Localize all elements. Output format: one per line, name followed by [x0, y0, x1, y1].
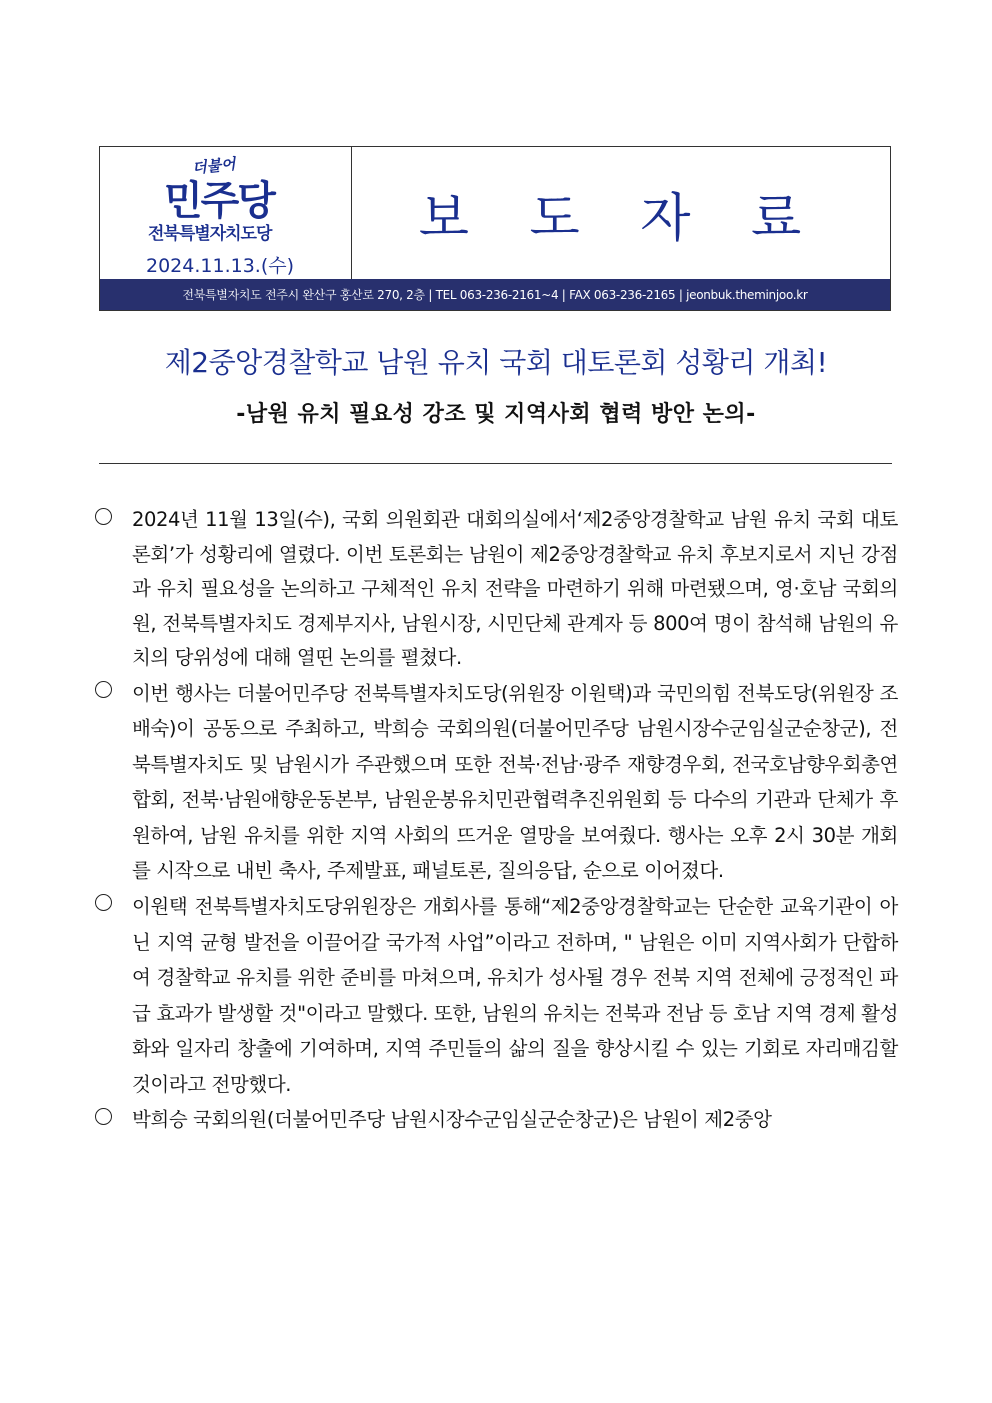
press-release-title: 보 도 자 료: [418, 188, 824, 249]
subheadline: -남원 유치 필요성 강조 및 지역사회 협력 방안 논의-: [236, 402, 756, 427]
release-date: 2024.11.13.(수): [146, 255, 295, 277]
paragraph-text: 이번 행사는 더불어민주당 전북특별자치도당(위원장 이원택)과 국민의힘 전북도당(위원장 조배숙)이 공동으로 주최하고, 박희승 국회의원(더불어민주당 남원시장수군임실군순창군), 전북특별자치도 및 남원시가 주관했으며 또한 전북·전남·광주 재향경우회, 전국호남향우회총연합회, 전북·남원애향운동본부, 남원운봉유치민관협력추진위원회 등 다수의 기관과 단체가 후원하여, 남원 유치를 위한 지역 사회의 뜨거운 열망을 보여줬다. 행사는 오후 2시 30분 개회를 시작으로 내빈 축사, 주제발표, 패널토론, 질의응답, 순으로 이어졌다.: [132, 681, 898, 883]
circle-bullet-icon: [95, 1108, 112, 1125]
party-logo-cell: [100, 147, 352, 279]
circle-bullet-icon: [95, 681, 112, 698]
paragraph-text: 2024년 11월 13일(수), 국회 의원회관 대회의실에서‘제2중앙경찰학교 남원 유치 국회 대토론회’가 성황리에 열렸다. 이번 토론회는 남원이 제2중앙경찰학교 유치 후보지로서 지닌 강점과 유치 필요성을 논의하고 구체적인 유치 전략을 마련하기 위해 마련됐으며, 영·호남 국회의원, 전북특별자치도 경제부지사, 남원시장, 시민단체 관계자 등 800여 명이 참석해 남원의 유치의 당위성에 대해 열띤 논의를 펼쳤다.: [132, 508, 898, 669]
logo-small-text: 더불어: [191, 154, 237, 178]
paragraph-text: 이원택 전북특별자치도당위원장은 개회사를 통해“제2중앙경찰학교는 단순한 교육기관이 아닌 지역 균형 발전을 이끌어갈 국가적 사업”이라고 전하며, " 남원은 이미 지역사회가 단합하여 경찰학교 유치를 위한 준비를 마쳐으며, 유치가 성사될 경우 전북 지역 전체에 긍정적인 파급 효과가 발생할 것"이라고 말했다. 또한, 남원의 유치는 전북과 전남 등 호남 지역 경제 활성화와 일자리 창출에 기여하며, 지역 주민들의 삶의 질을 향상시킬 수 있는 기회로 자리매김할 것이라고 전망했다.: [132, 895, 898, 1097]
paragraph: [95, 676, 898, 890]
paragraph-text: 박희승 국회의원(더불어민주당 남원시장수군임실군순창군)은 남원이 제2중앙: [132, 1107, 772, 1131]
press-release-header: [99, 146, 891, 311]
body-content: [95, 503, 898, 1137]
circle-bullet-icon: [95, 894, 112, 911]
title-cell: [352, 147, 890, 279]
paragraph: [95, 503, 898, 676]
circle-bullet-icon: [95, 508, 112, 525]
logo-branch-text: 전북특별자치도당: [148, 224, 272, 244]
headline: 제2중앙경찰학교 남원 유치 국회 대토론회 성황리 개최!: [164, 346, 828, 379]
contact-bar: 전북특별자치도 전주시 완산구 홍산로 270, 2층 | TEL 063-236-2161~4 | FAX 063-236-2165 | jeonbuk.theminjoo.kr: [100, 279, 890, 310]
logo-main-text: 민주당: [164, 178, 274, 224]
paragraph: [95, 889, 898, 1103]
divider: [99, 463, 892, 464]
paragraph: [95, 1103, 898, 1138]
